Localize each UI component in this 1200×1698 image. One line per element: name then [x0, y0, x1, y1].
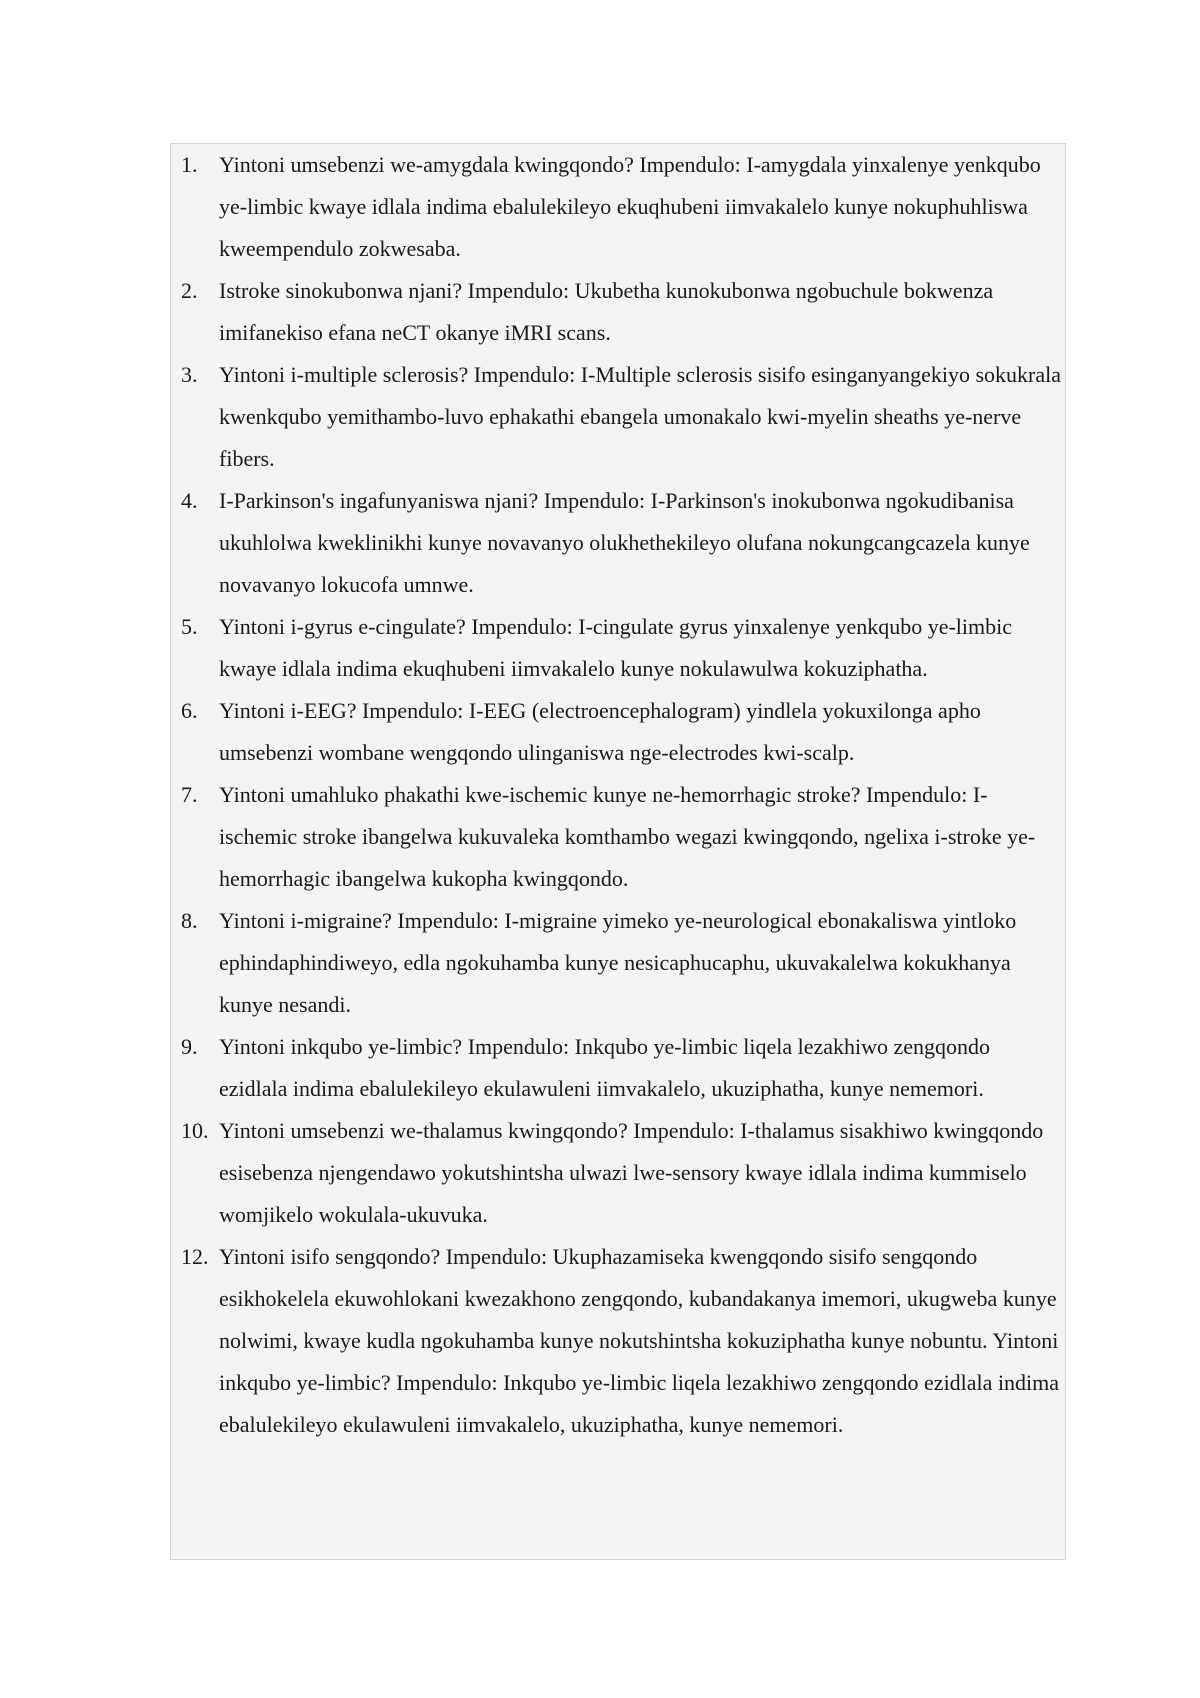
list-item-text: Istroke sinokubonwa njani? Impendulo: Ukubetha kunokubonwa ngobuchule bokwenza imifanekiso efana neCT okanye iMRI scans.	[219, 278, 994, 345]
list-item	[171, 1236, 1065, 1446]
qa-list	[171, 144, 1065, 1446]
list-item-number: 2.	[181, 278, 198, 303]
list-item	[171, 480, 1065, 606]
list-item-number: 3.	[181, 362, 198, 387]
list-item-text: I-Parkinson's ingafunyaniswa njani? Impendulo: I-Parkinson's inokubonwa ngokudibanisa ukuhlolwa kweklinikhi kunye novavanyo olukhethekileyo olufana nokungcangcazela kunye novavanyo lokucofa umnwe.	[219, 488, 1030, 597]
list-item-number: 6.	[181, 698, 198, 723]
list-item	[171, 1110, 1065, 1236]
list-item-text: Yintoni i-EEG? Impendulo: I-EEG (electroencephalogram) yindlela yokuxilonga apho umsebenzi wombane wengqondo ulinganiswa nge-electrodes kwi-scalp.	[219, 698, 981, 765]
list-item-text: Yintoni isifo sengqondo? Impendulo: Ukuphazamiseka kwengqondo sisifo sengqondo esikhokelela ekuwohlokani kwezakhono zengqondo, kubandakanya imemori, ukugweba kunye nolwimi, kwaye kudla ngokuhamba kunye nokutshintsha kokuziphatha kunye nobuntu. Yintoni inkqubo ye-limbic? Impendulo: Inkqubo ye-limbic liqela lezakhiwo zengqondo ezidlala indima ebalulekileyo ekulawuleni iimvakalelo, ukuziphatha, kunye nememori.	[219, 1244, 1060, 1437]
list-item-number: 10.	[181, 1118, 209, 1143]
list-item-number: 4.	[181, 488, 198, 513]
document-panel	[170, 143, 1066, 1560]
list-item	[171, 144, 1065, 270]
list-item	[171, 1026, 1065, 1110]
list-item-text: Yintoni inkqubo ye-limbic? Impendulo: Inkqubo ye-limbic liqela lezakhiwo zengqondo ezidlala indima ebalulekileyo ekulawuleni iimvakalelo, ukuziphatha, kunye nememori.	[219, 1034, 991, 1101]
list-item	[171, 690, 1065, 774]
list-item-text: Yintoni umsebenzi we-amygdala kwingqondo? Impendulo: I-amygdala yinxalenye yenkqubo ye-limbic kwaye idlala indima ebalulekileyo ekuqhubeni iimvakalelo kunye nokuphuhliswa kweempendulo zokwesaba.	[219, 152, 1041, 261]
list-item-text: Yintoni umsebenzi we-thalamus kwingqondo? Impendulo: I-thalamus sisakhiwo kwingqondo esisebenza njengendawo yokutshintsha ulwazi lwe-sensory kwaye idlala indima kummiselo womjikelo wokulala-ukuvuka.	[219, 1118, 1044, 1227]
list-item-number: 9.	[181, 1034, 198, 1059]
list-item-number: 5.	[181, 614, 198, 639]
list-item-text: Yintoni i-gyrus e-cingulate? Impendulo: I-cingulate gyrus yinxalenye yenkqubo ye-limbic kwaye idlala indima ekuqhubeni iimvakalelo kunye nokulawulwa kokuziphatha.	[219, 614, 1013, 681]
list-item-text: Yintoni umahluko phakathi kwe-ischemic kunye ne-hemorrhagic stroke? Impendulo: I-ischemic stroke ibangelwa kukuvaleka komthambo wegazi kwingqondo, ngelixa i-stroke ye-hemorrhagic ibangelwa kukopha kwingqondo.	[219, 782, 1036, 891]
list-item	[171, 354, 1065, 480]
list-item	[171, 900, 1065, 1026]
list-item-number: 7.	[181, 782, 198, 807]
list-item	[171, 270, 1065, 354]
list-item-text: Yintoni i-migraine? Impendulo: I-migraine yimeko ye-neurological ebonakaliswa yintloko ephindaphindiweyo, edla ngokuhamba kunye nesicaphucaphu, ukuvakalelwa kokukhanya kunye nesandi.	[219, 908, 1017, 1017]
list-item-number: 12.	[181, 1244, 209, 1269]
list-item-number: 8.	[181, 908, 198, 933]
list-item	[171, 774, 1065, 900]
list-item-text: Yintoni i-multiple sclerosis? Impendulo: I-Multiple sclerosis sisifo esinganyangekiyo sokukrala kwenkqubo yemithambo-luvo ephakathi ebangela umonakalo kwi-myelin sheaths ye-nerve fibers.	[219, 362, 1061, 471]
list-item-number: 1.	[181, 152, 198, 177]
list-item	[171, 606, 1065, 690]
